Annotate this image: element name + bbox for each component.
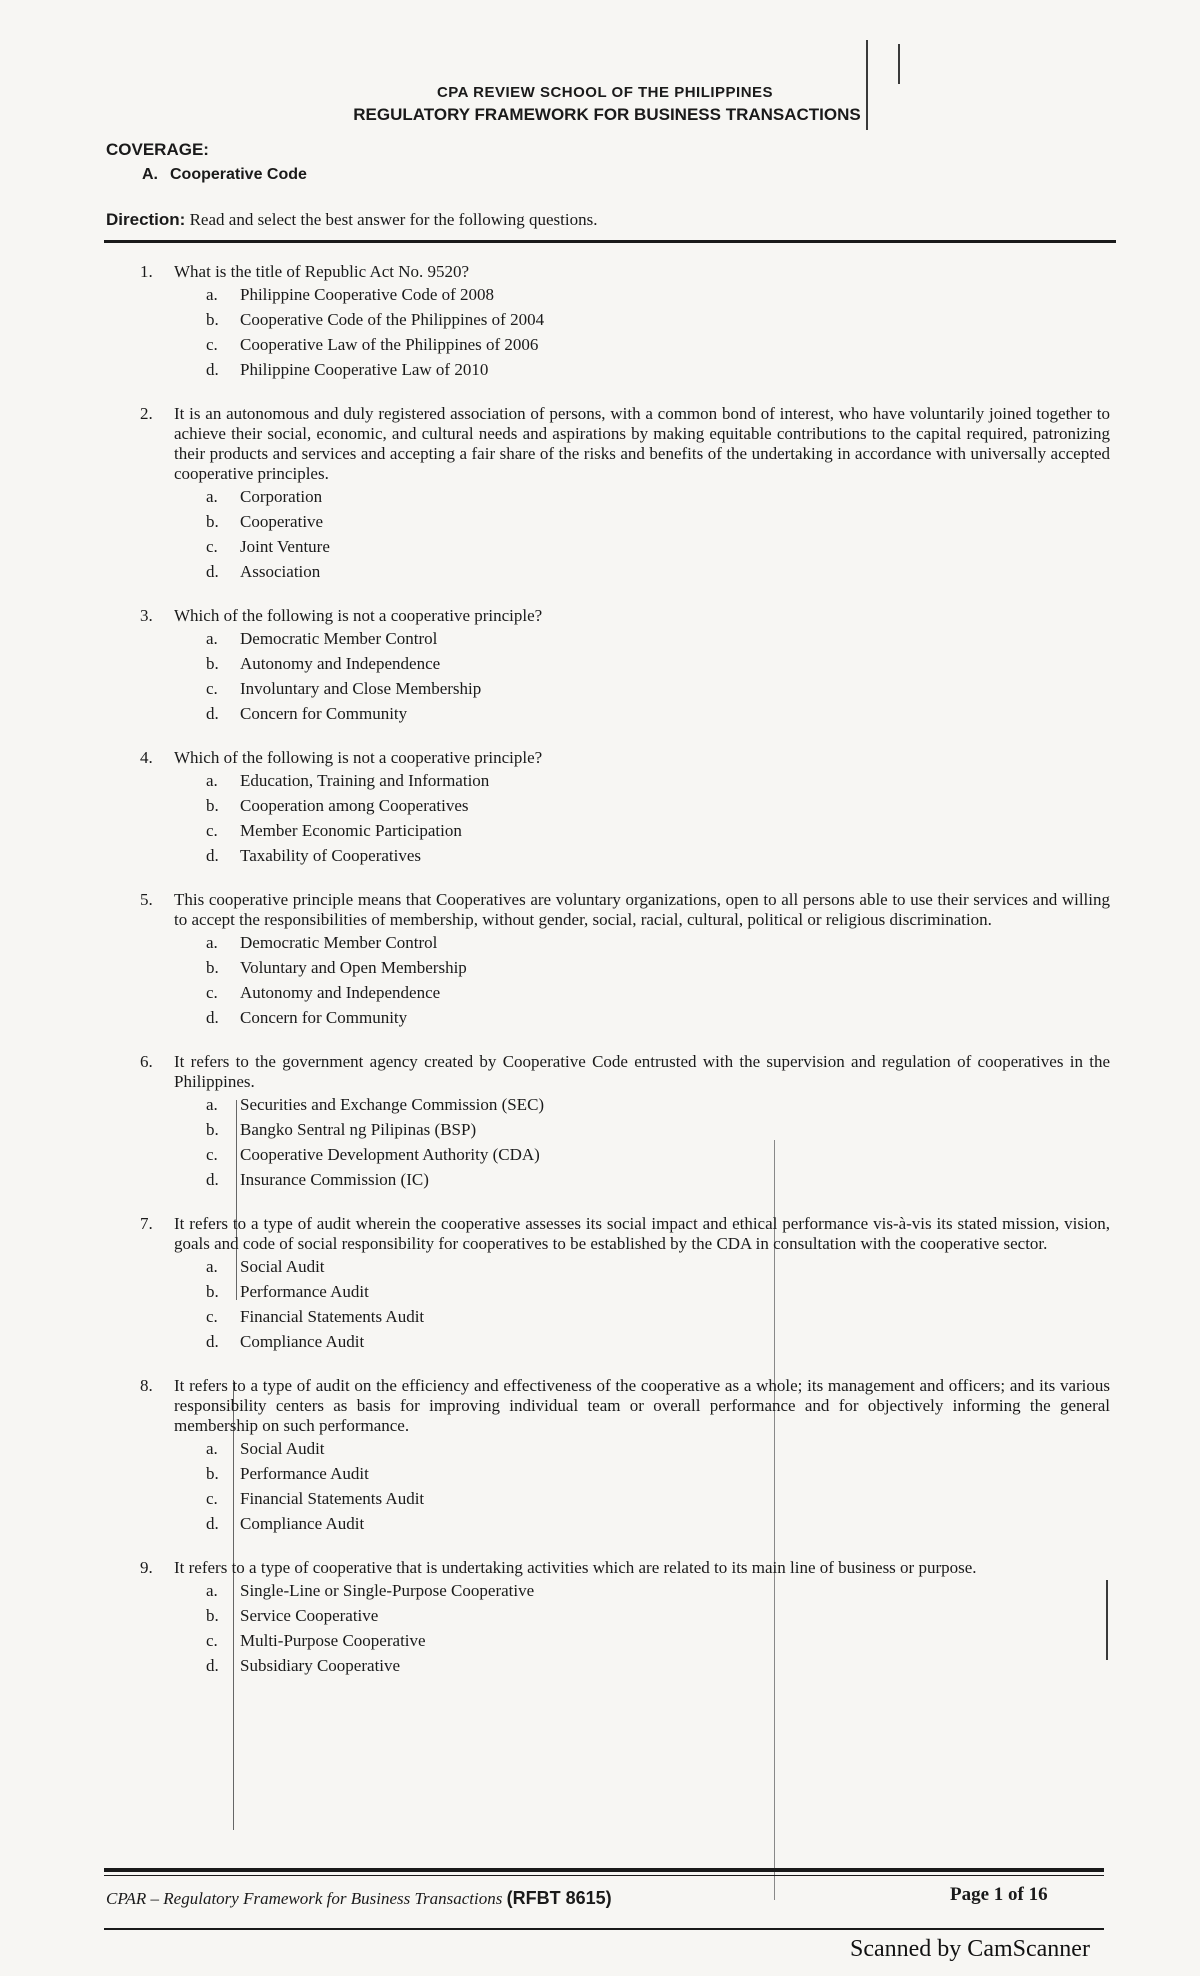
- choice-text: Financial Statements Audit: [240, 1489, 425, 1508]
- choice-letter: d.: [206, 1008, 219, 1027]
- question-number: 9.: [140, 1558, 153, 1577]
- choice-letter: b.: [206, 310, 219, 329]
- question-row: [140, 262, 1110, 282]
- choice-text: Compliance Audit: [240, 1332, 365, 1351]
- coverage-item: [142, 166, 307, 184]
- choice-text: Voluntary and Open Membership: [240, 958, 467, 977]
- answer-choice: [206, 332, 1110, 357]
- answer-choice: [206, 930, 1110, 955]
- coverage-item-letter: A.: [142, 166, 158, 183]
- question-row: [140, 404, 1110, 484]
- direction-text: Read and select the best answer for the following questions.: [189, 210, 598, 229]
- question-item: [140, 404, 1110, 584]
- answer-choice: [206, 793, 1110, 818]
- choice-text: Social Audit: [240, 1439, 325, 1458]
- answer-choice: [206, 307, 1110, 332]
- choice-letter: c.: [206, 821, 218, 840]
- answer-choice: [206, 768, 1110, 793]
- choice-letter: a.: [206, 285, 218, 304]
- choice-letter: b.: [206, 1120, 219, 1139]
- footer-course-code: (RFBT 8615): [506, 1888, 612, 1908]
- answer-choice: [206, 955, 1110, 980]
- answer-choice: [206, 651, 1110, 676]
- choice-text: Financial Statements Audit: [240, 1307, 425, 1326]
- choice-letter: b.: [206, 958, 219, 977]
- question-row: [140, 748, 1110, 768]
- choice-letter: a.: [206, 1257, 218, 1276]
- question-row: [140, 1376, 1110, 1436]
- choice-text: Subsidiary Cooperative: [240, 1656, 401, 1675]
- choice-letter: c.: [206, 1307, 218, 1326]
- answer-choice: [206, 1254, 1110, 1279]
- choice-letter: b.: [206, 654, 219, 673]
- choice-text: Cooperation among Cooperatives: [240, 796, 469, 815]
- document-header: [0, 84, 1200, 125]
- answer-choice: [206, 1329, 1110, 1354]
- answer-choice: [206, 1092, 1110, 1117]
- question-text: It refers to a type of audit on the efficiency and effectiveness of the cooperative as a whole; its management and officers; and its various responsibility centers as basis for improving individual team or overall performance and for objectively informing the general membership on such performance.: [174, 1376, 1110, 1435]
- choice-letter: b.: [206, 1606, 219, 1625]
- answer-choice: [206, 1117, 1110, 1142]
- question-text: Which of the following is not a cooperative principle?: [174, 606, 543, 625]
- choice-text: Education, Training and Information: [240, 771, 490, 790]
- choice-letter: a.: [206, 771, 218, 790]
- choice-letter: c.: [206, 537, 218, 556]
- coverage-section: [106, 140, 307, 184]
- scan-artifact-line: [898, 44, 900, 84]
- question-text: It refers to a type of audit wherein the cooperative assesses its social impact and ethical performance vis-à-vis its stated mission, vision, goals and code of social responsibility for cooperatives to be established by the CDA in consultation with the cooperative sector.: [174, 1214, 1110, 1253]
- choice-text: Cooperative Law of the Philippines of 2006: [240, 335, 539, 354]
- choice-text: Member Economic Participation: [240, 821, 462, 840]
- answer-choice: [206, 676, 1110, 701]
- choice-text: Service Cooperative: [240, 1606, 379, 1625]
- question-text: Which of the following is not a cooperative principle?: [174, 748, 543, 767]
- direction-label: Direction:: [106, 210, 186, 229]
- question-number: 3.: [140, 606, 153, 625]
- answer-choice: [206, 1005, 1110, 1030]
- header-divider: [104, 240, 1116, 243]
- footer-course-text: CPAR – Regulatory Framework for Business Transactions: [106, 1889, 503, 1908]
- answer-choice: [206, 1142, 1110, 1167]
- question-row: [140, 1214, 1110, 1254]
- choice-letter: a.: [206, 1439, 218, 1458]
- choice-letter: d.: [206, 1170, 219, 1189]
- choice-text: Social Audit: [240, 1257, 325, 1276]
- choice-text: Joint Venture: [240, 537, 330, 556]
- answer-choice: [206, 626, 1110, 651]
- question-text: It is an autonomous and duly registered association of persons, with a common bond of interest, who have voluntarily joined together to achieve their social, economic, and cultural needs and aspirations by making equitable contributions to the capital required, patronizing their products and services and accepting a fair share of the risks and benefits of the undertaking in accordance with universally accepted cooperative principles.: [174, 404, 1110, 483]
- coverage-title: COVERAGE:: [106, 140, 209, 159]
- choice-letter: b.: [206, 512, 219, 531]
- question-number: 5.: [140, 890, 153, 909]
- answer-choice: [206, 1486, 1110, 1511]
- scanner-watermark: Scanned by CamScanner: [850, 1936, 1090, 1962]
- answer-choice: [206, 980, 1110, 1005]
- page-number: Page 1 of 16: [950, 1884, 1048, 1905]
- footer-divider: [104, 1875, 1104, 1876]
- choice-text: Cooperative: [240, 512, 324, 531]
- question-item: [140, 1052, 1110, 1192]
- choice-letter: d.: [206, 1332, 219, 1351]
- answer-choice: [206, 282, 1110, 307]
- choice-letter: c.: [206, 679, 218, 698]
- answer-choice: [206, 1628, 1110, 1653]
- choice-text: Cooperative Development Authority (CDA): [240, 1145, 540, 1164]
- question-list: [140, 262, 1110, 1700]
- question-item: [140, 890, 1110, 1030]
- choice-letter: c.: [206, 983, 218, 1002]
- choice-text: Multi-Purpose Cooperative: [240, 1631, 426, 1650]
- choice-text: Performance Audit: [240, 1282, 369, 1301]
- choice-letter: b.: [206, 1282, 219, 1301]
- choice-letter: a.: [206, 629, 218, 648]
- choice-text: Autonomy and Independence: [240, 654, 441, 673]
- answer-choice: [206, 559, 1110, 584]
- choice-text: Concern for Community: [240, 1008, 408, 1027]
- choice-letter: d.: [206, 1514, 219, 1533]
- question-row: [140, 1052, 1110, 1092]
- page-bottom-line: [104, 1928, 1104, 1930]
- choice-text: Philippine Cooperative Code of 2008: [240, 285, 495, 304]
- choice-text: Democratic Member Control: [240, 629, 438, 648]
- answer-choice: [206, 1279, 1110, 1304]
- answer-choice: [206, 701, 1110, 726]
- choice-letter: b.: [206, 796, 219, 815]
- choice-text: Single-Line or Single-Purpose Cooperative: [240, 1581, 535, 1600]
- choice-text: Autonomy and Independence: [240, 983, 441, 1002]
- choice-text: Involuntary and Close Membership: [240, 679, 482, 698]
- question-row: [140, 1558, 1110, 1578]
- footer-divider: [104, 1868, 1104, 1872]
- choice-letter: a.: [206, 1095, 218, 1114]
- answer-choice: [206, 1461, 1110, 1486]
- answer-choice: [206, 1304, 1110, 1329]
- question-text: What is the title of Republic Act No. 9520?: [174, 262, 470, 281]
- choice-text: Securities and Exchange Commission (SEC): [240, 1095, 545, 1114]
- choice-text: Association: [240, 562, 321, 581]
- choice-letter: c.: [206, 1489, 218, 1508]
- answer-choice: [206, 1578, 1110, 1603]
- question-item: [140, 1376, 1110, 1536]
- answer-choice: [206, 534, 1110, 559]
- question-item: [140, 1558, 1110, 1678]
- question-number: 6.: [140, 1052, 153, 1071]
- choice-letter: a.: [206, 1581, 218, 1600]
- choice-letter: b.: [206, 1464, 219, 1483]
- question-number: 8.: [140, 1376, 153, 1395]
- answer-choice: [206, 357, 1110, 382]
- subject-title: REGULATORY FRAMEWORK FOR BUSINESS TRANSACTIONS: [353, 105, 861, 124]
- choice-letter: c.: [206, 335, 218, 354]
- choice-text: Concern for Community: [240, 704, 408, 723]
- question-number: 7.: [140, 1214, 153, 1233]
- question-item: [140, 748, 1110, 868]
- question-item: [140, 606, 1110, 726]
- choice-letter: d.: [206, 704, 219, 723]
- choice-letter: d.: [206, 360, 219, 379]
- choice-letter: d.: [206, 562, 219, 581]
- choice-letter: d.: [206, 846, 219, 865]
- choice-text: Democratic Member Control: [240, 933, 438, 952]
- choice-text: Performance Audit: [240, 1464, 369, 1483]
- school-name: CPA REVIEW SCHOOL OF THE PHILIPPINES: [436, 84, 774, 101]
- question-item: [140, 262, 1110, 382]
- answer-choice: [206, 1653, 1110, 1678]
- question-text: It refers to the government agency created by Cooperative Code entrusted with the supervision and regulation of cooperatives in the Philippines.: [174, 1052, 1110, 1091]
- direction-line: [106, 210, 598, 230]
- answer-choice: [206, 1167, 1110, 1192]
- choice-letter: c.: [206, 1145, 218, 1164]
- question-row: [140, 890, 1110, 930]
- question-number: 2.: [140, 404, 153, 423]
- answer-choice: [206, 509, 1110, 534]
- answer-choice: [206, 1511, 1110, 1536]
- choice-letter: a.: [206, 487, 218, 506]
- choice-text: Corporation: [240, 487, 323, 506]
- question-text: It refers to a type of cooperative that is undertaking activities which are related to its main line of business or purpose.: [174, 1558, 977, 1577]
- question-text: This cooperative principle means that Cooperatives are voluntary organizations, open to all persons able to use their services and willing to accept the responsibilities of membership, without gender, social, racial, cultural, political or religious discrimination.: [174, 890, 1110, 929]
- choice-letter: a.: [206, 933, 218, 952]
- choice-text: Philippine Cooperative Law of 2010: [240, 360, 489, 379]
- footer-course: [106, 1888, 612, 1909]
- choice-text: Insurance Commission (IC): [240, 1170, 429, 1189]
- choice-text: Taxability of Cooperatives: [240, 846, 422, 865]
- answer-choice: [206, 1436, 1110, 1461]
- answer-choice: [206, 1603, 1110, 1628]
- answer-choice: [206, 484, 1110, 509]
- coverage-item-text: Cooperative Code: [170, 166, 307, 183]
- question-item: [140, 1214, 1110, 1354]
- question-number: 1.: [140, 262, 153, 281]
- choice-text: Cooperative Code of the Philippines of 2004: [240, 310, 545, 329]
- answer-choice: [206, 818, 1110, 843]
- question-row: [140, 606, 1110, 626]
- question-number: 4.: [140, 748, 153, 767]
- answer-choice: [206, 843, 1110, 868]
- choice-letter: c.: [206, 1631, 218, 1650]
- choice-letter: d.: [206, 1656, 219, 1675]
- choice-text: Compliance Audit: [240, 1514, 365, 1533]
- choice-text: Bangko Sentral ng Pilipinas (BSP): [240, 1120, 477, 1139]
